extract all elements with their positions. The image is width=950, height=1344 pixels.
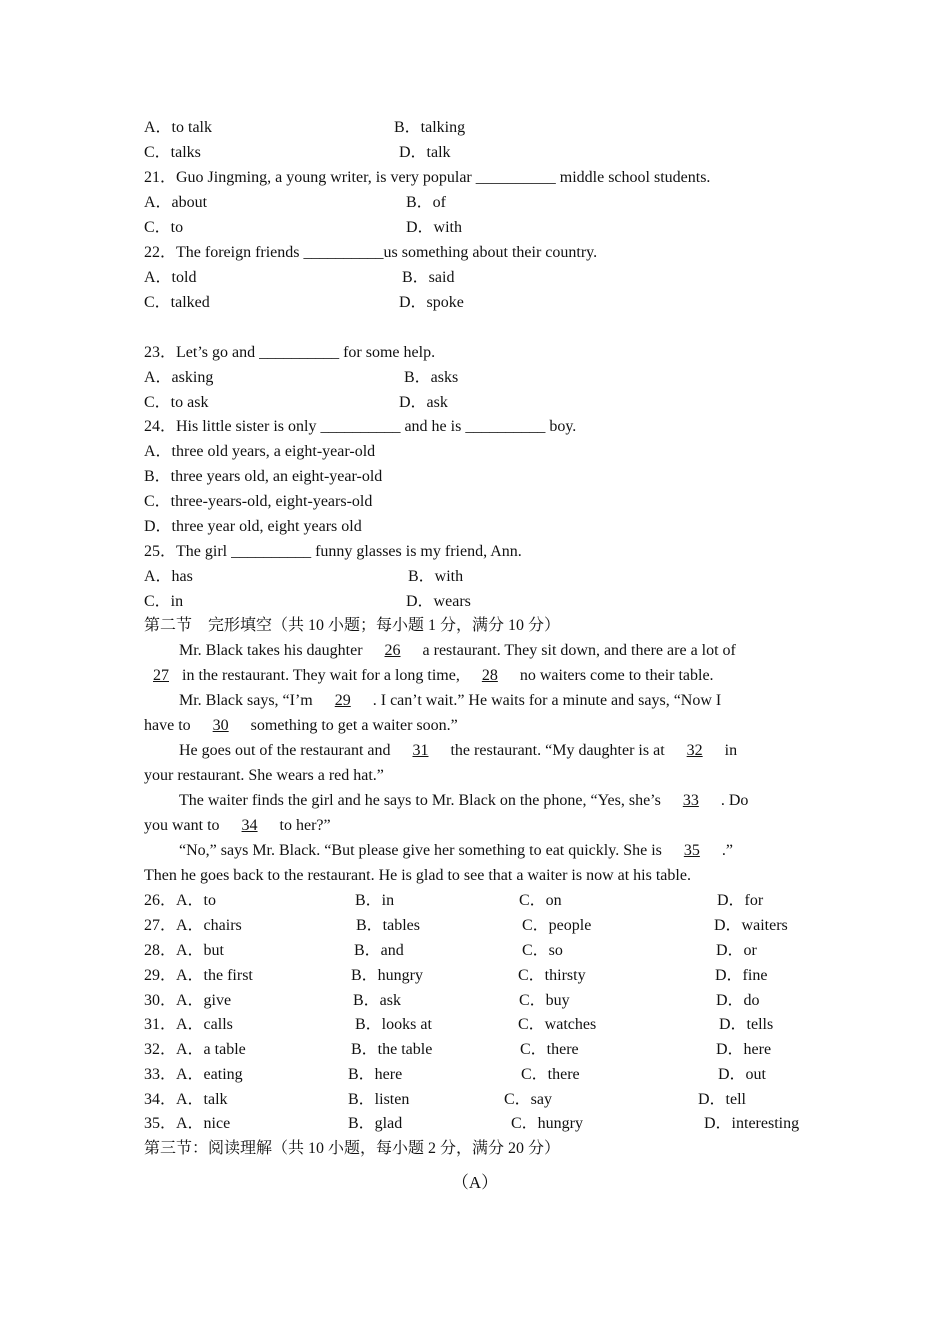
option-d: D．ask: [399, 394, 448, 411]
passage-text: “No,” says Mr. Black. “But please give her something to eat quickly. She is: [179, 842, 666, 859]
option-d: D．spoke: [399, 294, 464, 311]
blank-34: 34: [241, 817, 258, 834]
passage-text: The waiter finds the girl and he says to Mr. Black on the phone, “Yes, she’s: [179, 792, 665, 809]
option-a: A．has: [144, 568, 193, 585]
q24-option-b: B．three years old, an eight-year-old: [144, 468, 383, 485]
option-c: C．watches: [518, 1016, 597, 1033]
q24-option-c: C．three-years-old, eight-years-old: [144, 493, 373, 510]
option-b: B．in: [355, 892, 395, 909]
blank-29: 29: [334, 692, 351, 709]
option-d: D．waiters: [714, 917, 788, 934]
passage-text: you want to: [144, 817, 224, 834]
option-c: C．buy: [519, 992, 570, 1009]
option-d: D．or: [716, 942, 757, 959]
blank-30: 30: [212, 717, 229, 734]
passage-line: [144, 813, 331, 838]
passage-text: .”: [721, 842, 733, 859]
option-b: B．hungry: [351, 967, 424, 984]
option-b: B．and: [354, 942, 404, 959]
option-d: D．with: [406, 219, 463, 236]
passage-text: Mr. Black takes his daughter: [179, 642, 367, 659]
option-a: 29．A．the first: [144, 967, 253, 984]
option-d: D．out: [718, 1066, 767, 1083]
option-a: 28．A．but: [144, 942, 225, 959]
option-a: 35．A．nice: [144, 1115, 231, 1132]
option-b: B．ask: [353, 992, 402, 1009]
q22-stem: 22．The foreign friends __________us something about their country.: [144, 244, 598, 261]
passage-line: [144, 663, 714, 688]
option-b: B．asks: [404, 369, 459, 386]
q21-stem: 21．Guo Jingming, a young writer, is very popular __________ middle school students.: [144, 169, 711, 186]
passage-line: Then he goes back to the restaurant. He is glad to see that a waiter is now at his table.: [144, 867, 691, 884]
q24-option-a: A．three old years, a eight-year-old: [144, 443, 376, 460]
passage-text: something to get a waiter soon.”: [250, 717, 458, 734]
option-c: C．hungry: [511, 1115, 584, 1132]
option-d: D．for: [717, 892, 764, 909]
passage-text: the restaurant. “My daughter is at: [450, 742, 669, 759]
option-a: 27．A．chairs: [144, 917, 242, 934]
passage-line: [179, 688, 721, 713]
passage-line: [179, 638, 736, 663]
option-c: C．talked: [144, 294, 210, 311]
option-c: C．to: [144, 219, 184, 236]
q23-stem: 23．Let’s go and __________ for some help.: [144, 344, 436, 361]
option-c: C．there: [520, 1041, 579, 1058]
option-d: D．do: [716, 992, 760, 1009]
option-c: C．people: [522, 917, 592, 934]
passage-line: your restaurant. She wears a red hat.”: [144, 767, 384, 784]
blank-27: 27: [153, 667, 169, 684]
option-c: C．on: [519, 892, 562, 909]
blank-33: 33: [682, 792, 699, 809]
option-b: B．said: [402, 269, 455, 286]
option-d: D．talk: [399, 144, 451, 161]
option-d: D．interesting: [704, 1115, 800, 1132]
q24-stem: 24．His little sister is only __________ and he is __________ boy.: [144, 418, 577, 435]
option-a: 31．A．calls: [144, 1016, 233, 1033]
option-b: B．the table: [351, 1041, 433, 1058]
passage-text: . I can’t wait.” He waits for a minute and says, “Now I: [372, 692, 722, 709]
blank-32: 32: [686, 742, 703, 759]
passage-text: in the restaurant. They wait for a long time,: [182, 667, 464, 684]
option-a: 32．A．a table: [144, 1041, 246, 1058]
option-d: D．wears: [406, 593, 471, 610]
option-d: D．tell: [698, 1091, 746, 1108]
option-a: A．asking: [144, 369, 214, 386]
option-c: C．to ask: [144, 394, 209, 411]
option-c: C．in: [144, 593, 184, 610]
option-c: C．there: [521, 1066, 580, 1083]
passage-text: He goes out of the restaurant and: [179, 742, 395, 759]
option-b: B．looks at: [355, 1016, 432, 1033]
option-c: C．thirsty: [518, 967, 586, 984]
passage-text: in: [724, 742, 738, 759]
blank-35: 35: [683, 842, 700, 859]
section3-title: 第三节：阅读理解（共 10 小题，每小题 2 分，满分 20 分）: [144, 1140, 561, 1157]
passage-text: to her?”: [279, 817, 331, 834]
passage-text: Mr. Black says, “I’m: [179, 692, 317, 709]
q25-stem: 25．The girl __________ funny glasses is my friend, Ann.: [144, 543, 522, 560]
option-b: B．tables: [356, 917, 420, 934]
option-b: B．talking: [394, 119, 466, 136]
passage-line: [179, 838, 733, 863]
option-a: A．told: [144, 269, 197, 286]
passage-line: [179, 738, 737, 763]
option-b: B．of: [406, 194, 447, 211]
option-d: D．here: [716, 1041, 772, 1058]
option-c: C．say: [504, 1091, 553, 1108]
passage-text: . Do: [720, 792, 749, 809]
passage-line: [179, 788, 748, 813]
blank-31: 31: [412, 742, 429, 759]
option-a: A．about: [144, 194, 208, 211]
option-b: B．with: [408, 568, 464, 585]
option-a: 26．A．to: [144, 892, 217, 909]
option-a: 33．A．eating: [144, 1066, 243, 1083]
option-b: B．glad: [348, 1115, 403, 1132]
option-d: D．tells: [719, 1016, 774, 1033]
option-c: C．talks: [144, 144, 201, 161]
section2-title: 第二节 完形填空（共 10 小题；每小题 1 分，满分 10 分）: [144, 617, 561, 634]
blank-28: 28: [481, 667, 498, 684]
passage-text: no waiters come to their table.: [519, 667, 714, 684]
part-label: （A）: [451, 1173, 499, 1192]
option-b: B．here: [348, 1066, 403, 1083]
passage-line: [144, 713, 458, 738]
passage-text: a restaurant. They sit down, and there are a lot of: [422, 642, 736, 659]
option-a: 34．A．talk: [144, 1091, 228, 1108]
q24-option-d: D．three year old, eight years old: [144, 518, 362, 535]
option-c: C．so: [522, 942, 563, 959]
option-a: 30．A．give: [144, 992, 232, 1009]
passage-text: have to: [144, 717, 195, 734]
option-d: D．fine: [715, 967, 768, 984]
blank-26: 26: [384, 642, 401, 659]
option-b: B．listen: [348, 1091, 410, 1108]
option-a: A．to talk: [144, 119, 212, 136]
